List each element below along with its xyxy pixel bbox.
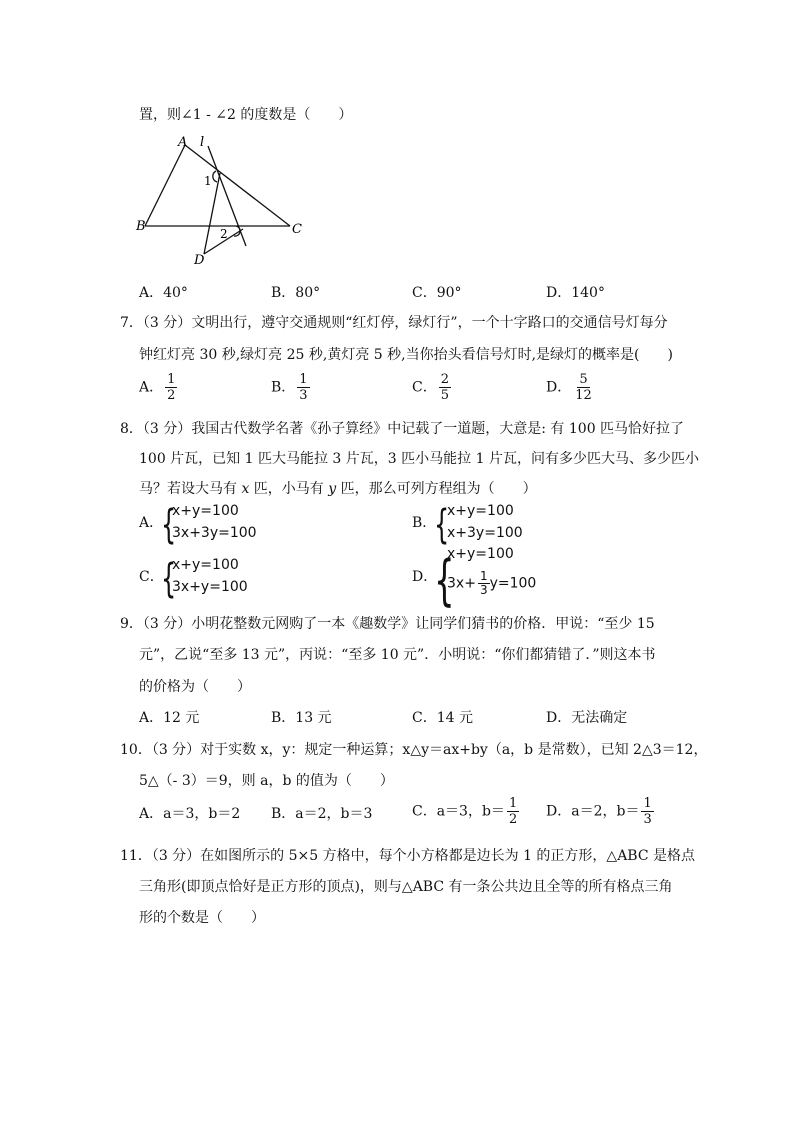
label-B: B bbox=[136, 219, 146, 234]
q8-option-c[interactable]: C． { x+y=100 3x+y=100 bbox=[139, 556, 248, 602]
brace-icon: { bbox=[161, 556, 177, 602]
q7-option-b[interactable]: B． $\frac{1}{3}$ bbox=[271, 372, 308, 403]
equation-1: x+y=100 bbox=[447, 503, 514, 519]
q6-option-a[interactable]: A．40° bbox=[139, 285, 188, 301]
fraction: $\frac{5}{12}$ bbox=[575, 372, 592, 403]
q7-option-c[interactable]: C． $\frac{2}{5}$ bbox=[412, 372, 449, 403]
q9-stem-line2: 元”，乙说“至多 13 元”，丙说：“至多 10 元”．小明说：“你们都猜错了．”则这本书 bbox=[139, 647, 656, 663]
q11-stem-line1: 11．（3 分）在如图所示的 5×5 方格中，每个小方格都是边长为 1 的正方形，△ABC 是格点 bbox=[120, 848, 696, 864]
q9-option-a[interactable]: A．12 元 bbox=[139, 710, 200, 726]
equation-1: x+y=100 bbox=[447, 546, 514, 562]
label-2: 2 bbox=[220, 227, 228, 241]
q10-stem-line2: 5△（- 3）＝9，则 a，b 的值为（ ） bbox=[139, 773, 394, 789]
brace-icon: { bbox=[161, 502, 177, 548]
equation-1: x+y=100 bbox=[172, 557, 239, 573]
q9-option-d[interactable]: D．无法确定 bbox=[546, 710, 628, 726]
q6-option-d[interactable]: D．140° bbox=[546, 285, 605, 301]
label-C: C bbox=[292, 222, 302, 237]
q6-option-c[interactable]: C．90° bbox=[412, 285, 462, 301]
fraction: $\frac{2}{5}$ bbox=[440, 372, 449, 403]
q10-stem-line1: 10．（3 分）对于实数 x，y：规定一种运算；x△y＝ax+by（a，b 是常数），已知 2△3＝12， bbox=[120, 742, 708, 758]
fraction: $\frac{1}{2}$ bbox=[167, 372, 176, 403]
q8-option-a[interactable]: A． { x+y=100 3x+3y=100 bbox=[139, 502, 257, 548]
q7-stem-line2: 钟红灯亮 30 秒,绿灯亮 25 秒,黄灯亮 5 秒,当你抬头看信号灯时,是绿灯的概率是( ) bbox=[139, 347, 673, 363]
equation-1: x+y=100 bbox=[172, 503, 239, 519]
equation-2: 3x+y=100 bbox=[172, 579, 248, 595]
brace-icon: { bbox=[434, 502, 450, 548]
q6-stem-tail: 置，则∠1 - ∠2 的度数是（ ） bbox=[139, 107, 353, 123]
q8-stem-line1: 8．（3 分）我国古代数学名著《孙子算经》中记载了一道题，大意是: 有 100 匹马恰好拉了 bbox=[120, 421, 685, 437]
equation-2: 3x+ $\frac{1}{3}$ y=100 bbox=[447, 569, 537, 597]
label-A: A bbox=[178, 135, 188, 150]
q7-option-d[interactable]: D． $\frac{5}{12}$ bbox=[546, 372, 592, 403]
q6-option-b[interactable]: B．80° bbox=[271, 285, 321, 301]
label-D: D bbox=[194, 253, 205, 268]
q9-stem-line3: 的价格为（ ） bbox=[139, 679, 251, 695]
q6-triangle-figure bbox=[130, 130, 330, 270]
fraction: $\frac{1}{3}$ bbox=[299, 372, 308, 403]
q8-stem-line2: 100 片瓦，已知 1 匹大马能拉 3 片瓦，3 匹小马能拉 1 片瓦，问有多少匹大马、多少匹小 bbox=[139, 451, 699, 467]
fraction: $\frac{1}{2}$ bbox=[508, 796, 518, 827]
q8-stem-line3: 马？若设大马有 x 匹，小马有 y 匹，那么可列方程组为（ ） bbox=[139, 481, 537, 497]
q10-option-b[interactable]: B．a＝2，b＝3 bbox=[271, 806, 373, 822]
equation-2: x+3y=100 bbox=[447, 525, 523, 541]
angle-1-arc bbox=[213, 171, 217, 182]
q11-stem-line3: 形的个数是（ ） bbox=[139, 910, 265, 926]
q10-option-c[interactable]: C．a＝3，b＝ $\frac{1}{2}$ bbox=[412, 796, 518, 827]
q9-option-b[interactable]: B．13 元 bbox=[271, 710, 332, 726]
edge-AC bbox=[185, 145, 290, 226]
q10-option-d[interactable]: D．a＝2，b＝ $\frac{1}{3}$ bbox=[546, 796, 652, 827]
q7-stem-line1: 7．（3 分）文明出行，遵守交通规则“红灯停，绿灯行”，一个十字路口的交通信号灯每分 bbox=[120, 315, 668, 331]
edge-AB bbox=[145, 145, 185, 226]
brace-icon: { bbox=[434, 549, 455, 612]
q8-option-d[interactable]: D． { x+y=100 3x+ $\frac{1}{3}$ y=100 bbox=[412, 546, 537, 612]
equation-2: 3x+3y=100 bbox=[172, 525, 257, 541]
label-l: l bbox=[200, 135, 205, 150]
q11-stem-line2: 三角形(即顶点恰好是正方形的顶点)，则与△ABC 有一条公共边且全等的所有格点三角 bbox=[139, 879, 673, 895]
q9-option-c[interactable]: C．14 元 bbox=[412, 710, 473, 726]
q9-stem-line1: 9．（3 分）小明花整数元网购了一本《趣数学》让同学们猜书的价格．甲说：“至少 15 bbox=[120, 616, 655, 632]
q7-option-a[interactable]: A． $\frac{1}{2}$ bbox=[139, 372, 176, 403]
q8-option-b[interactable]: B． { x+y=100 x+3y=100 bbox=[412, 502, 523, 548]
label-1: 1 bbox=[204, 174, 212, 188]
q10-option-a[interactable]: A．a＝3，b＝2 bbox=[139, 806, 241, 822]
fraction: $\frac{1}{3}$ bbox=[643, 796, 652, 827]
